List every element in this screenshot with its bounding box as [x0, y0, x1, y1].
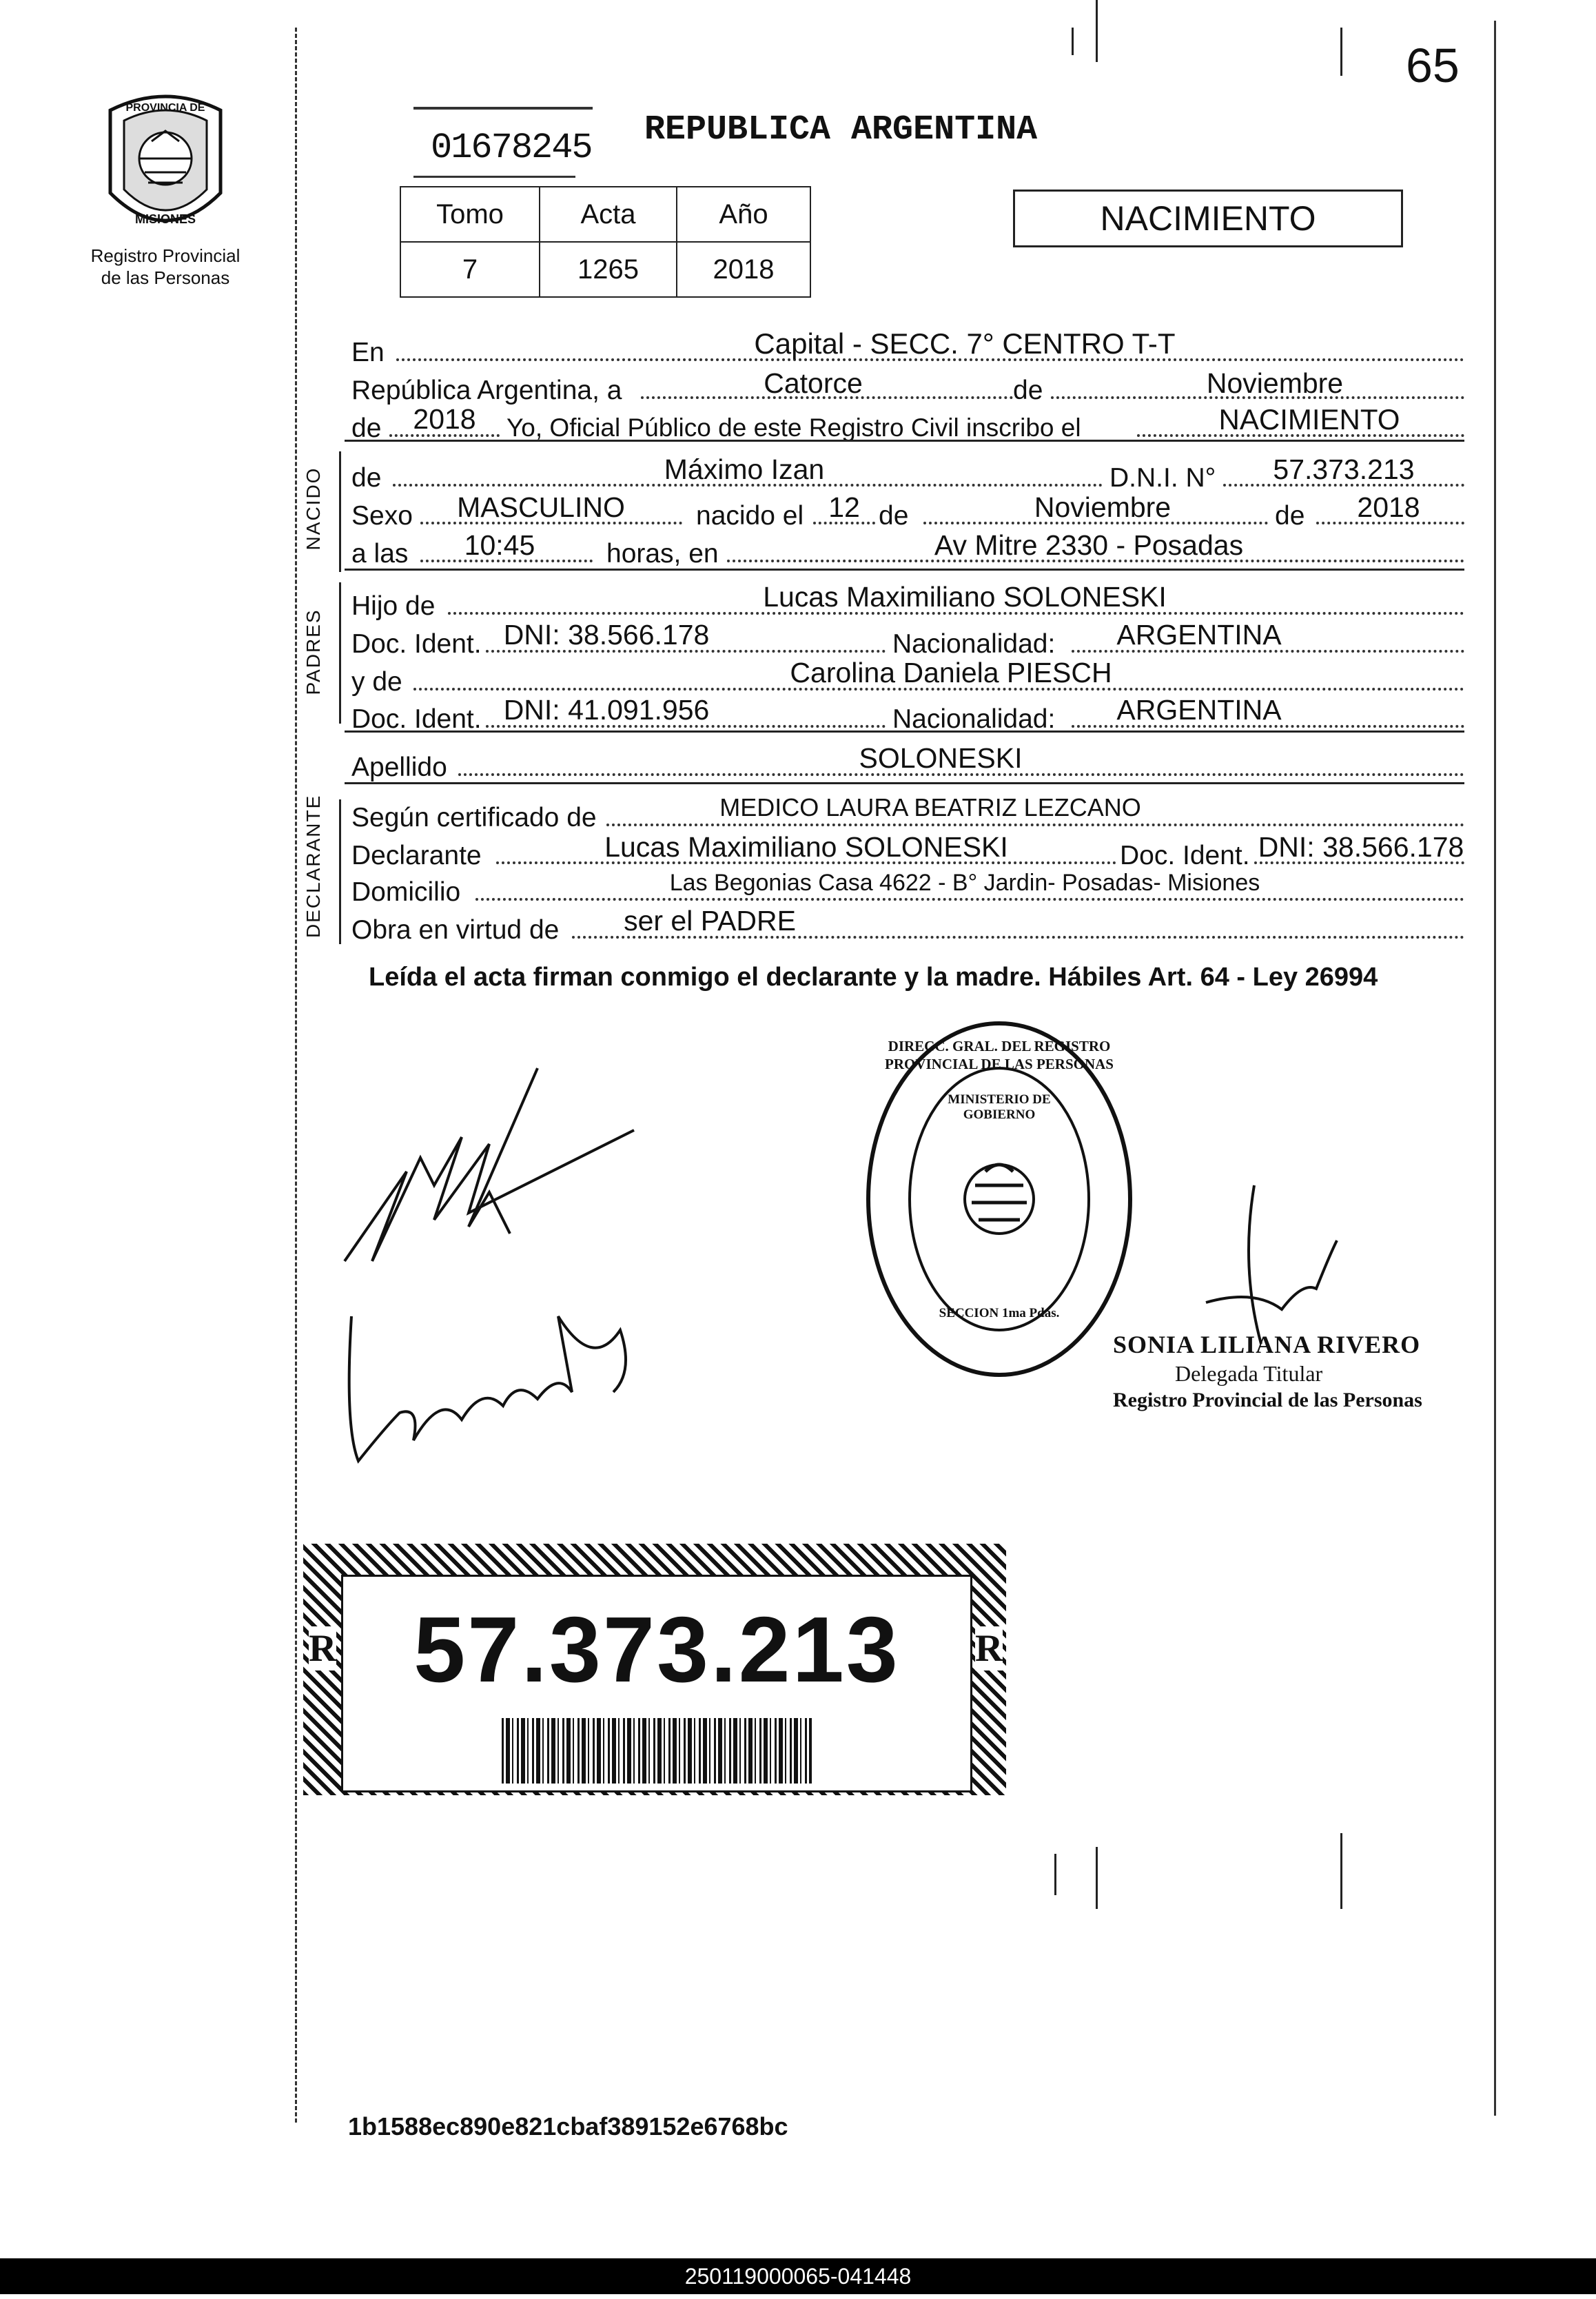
value-father-doc: DNI: 38.566.178: [503, 619, 710, 651]
label-nacionalidad: Nacionalidad:: [892, 629, 1056, 659]
stamp-inner-text: MINISTERIO DE GOBIERNO: [948, 1092, 1051, 1122]
id-side-letter-left: R: [309, 1627, 337, 1670]
value-month: Noviembre: [1206, 367, 1344, 399]
label-nacionalidad: Nacionalidad:: [892, 704, 1056, 734]
table-cell: 1265: [540, 242, 677, 297]
value-birth-time: 10:45: [464, 529, 535, 561]
label-en: En: [351, 338, 385, 367]
value-place: Capital - SECC. 7° CENTRO T-T: [754, 327, 1176, 360]
label-de: de: [1275, 501, 1305, 531]
value-birth-day: 12: [828, 491, 860, 523]
label-sexo: Sexo: [351, 501, 413, 531]
label-de: de: [879, 501, 909, 531]
table-cell: 2018: [677, 242, 810, 297]
serial-number: 01678245: [431, 127, 592, 168]
value-sexo: MASCULINO: [457, 491, 625, 523]
footer-code: 250119000065-041448: [684, 2264, 912, 2289]
value-birth-place: Av Mitre 2330 - Posadas: [934, 529, 1244, 561]
value-birth-year: 2018: [1357, 491, 1420, 523]
officer-signature: [1199, 1172, 1344, 1351]
separator-line: [345, 569, 1464, 571]
label-domicilio: Domicilio: [351, 877, 461, 907]
official-stamp: [861, 1016, 1137, 1382]
label-hijo-de: Hijo de: [351, 591, 436, 621]
label-nacido-el: nacido el: [696, 501, 804, 531]
record-type-box: [1013, 190, 1403, 247]
logo-bottom-text: MISIONES: [134, 212, 196, 226]
section-label-declarante: DECLARANTE: [303, 794, 324, 938]
label-de: de: [351, 413, 382, 443]
value-domicilio: Las Begonias Casa 4622 - B° Jardin- Posadas- Misiones: [669, 870, 1260, 896]
left-margin-rule: [295, 28, 297, 2123]
tick-mark: [1340, 1833, 1342, 1909]
registry-name: Registro Provincial de las Personas: [90, 245, 241, 288]
hash-code: 1b1588ec890e821cbaf389152e6768bc: [348, 2112, 788, 2140]
tick-mark: [1054, 1854, 1056, 1895]
label-apellido: Apellido: [351, 753, 447, 782]
separator-line: [345, 782, 1464, 784]
serial-underline-bottom: [413, 176, 575, 178]
record-type: NACIMIENTO: [1100, 199, 1316, 238]
stamp-section-text: SECCION 1ma Pdas.: [939, 1306, 1060, 1320]
id-side-letter-right: R: [975, 1627, 1003, 1670]
mother-signature: [331, 1289, 648, 1489]
section-rule: [339, 799, 341, 944]
value-certificado: MEDICO LAURA BEATRIZ LEZCANO: [719, 793, 1141, 821]
label-a-las: a las: [351, 539, 409, 569]
value-mother-nationality: ARGENTINA: [1116, 694, 1282, 726]
label-dni: D.N.I. N°: [1109, 463, 1216, 493]
value-obra: ser el PADRE: [624, 905, 796, 937]
separator-line: [345, 440, 1464, 442]
value-birth-month: Noviembre: [1034, 491, 1172, 523]
section-rule: [339, 582, 341, 724]
value-father-name: Lucas Maximiliano SOLONESKI: [763, 581, 1167, 613]
signature-icon: [1199, 1172, 1344, 1351]
value-mother-doc: DNI: 41.091.956: [503, 694, 710, 726]
value-declarante: Lucas Maximiliano SOLONESKI: [604, 831, 1008, 863]
value-mother-name: Carolina Daniela PIESCH: [790, 657, 1112, 688]
value-apellido: SOLONESKI: [859, 742, 1023, 774]
tick-mark: [1096, 0, 1098, 62]
value-declarante-doc: DNI: 38.566.178: [1258, 831, 1464, 863]
stamp-outer-text: DIRECC. GRAL. DEL REGISTRO PROVINCIAL DE LAS PERSONAS: [885, 1038, 1114, 1072]
value-child-name: Máximo Izan: [664, 453, 825, 485]
signature-icon: [331, 1289, 648, 1489]
oficial-text: Yo, Oficial Público de este Registro Civil inscribo el: [507, 413, 1081, 442]
tick-mark: [1096, 1847, 1098, 1909]
officer-title: Delegada Titular: [1175, 1361, 1323, 1386]
value-father-nationality: ARGENTINA: [1116, 619, 1282, 651]
label-segun: Según certificado de: [351, 803, 597, 832]
label-doc-ident: Doc. Ident.: [351, 629, 482, 659]
country-header: REPUBLICA ARGENTINA: [644, 110, 1038, 150]
table-header: Tomo: [400, 187, 540, 242]
closing-text: Leída el acta firman conmigo el declarante y la madre. Hábiles Art. 64 - Ley 26994: [369, 963, 1378, 992]
table-cell: 7: [400, 242, 540, 297]
id-number: 57.373.213: [413, 1597, 900, 1702]
id-label-inner: [341, 1575, 972, 1792]
value-day: Catorce: [764, 367, 863, 399]
officer-office: Registro Provincial de las Personas: [1113, 1389, 1422, 1411]
value-child-dni: 57.373.213: [1273, 453, 1415, 485]
label-horas: horas, en: [606, 539, 719, 569]
label-de: de: [1013, 376, 1043, 405]
dotted-line: [475, 898, 1464, 901]
table-header: Acta: [540, 187, 677, 242]
label-republica: República Argentina, a: [351, 376, 622, 405]
dotted-line: [606, 824, 1464, 826]
label-doc-ident: Doc. Ident.: [351, 704, 482, 734]
value-inscribo: NACIMIENTO: [1218, 403, 1400, 436]
value-year: 2018: [413, 403, 476, 435]
footer-bar: [0, 2258, 1596, 2294]
id-label: [303, 1544, 1006, 1795]
section-label-padres: PADRES: [303, 609, 324, 695]
table-header: Año: [677, 187, 810, 242]
registry-logo: [96, 90, 234, 241]
separator-line: [345, 730, 1464, 733]
serial-underline-top: [413, 107, 593, 110]
section-rule: [339, 451, 341, 572]
section-label-nacido: NACIDO: [303, 467, 324, 551]
label-de: de: [351, 463, 382, 493]
logo-top-text: PROVINCIA DE: [125, 102, 205, 114]
tick-mark: [1072, 28, 1074, 55]
label-declarante: Declarante: [351, 841, 482, 870]
id-barcode: [502, 1718, 812, 1784]
page-number: 65: [1406, 39, 1460, 92]
officer-name: SONIA LILIANA RIVERO: [1113, 1331, 1421, 1358]
label-doc-ident: Doc. Ident.: [1120, 841, 1250, 870]
label-obra: Obra en virtud de: [351, 915, 560, 945]
label-y-de: y de: [351, 667, 402, 697]
right-margin-rule: [1494, 21, 1496, 2116]
tick-mark: [1340, 28, 1342, 76]
record-table: [400, 186, 811, 298]
